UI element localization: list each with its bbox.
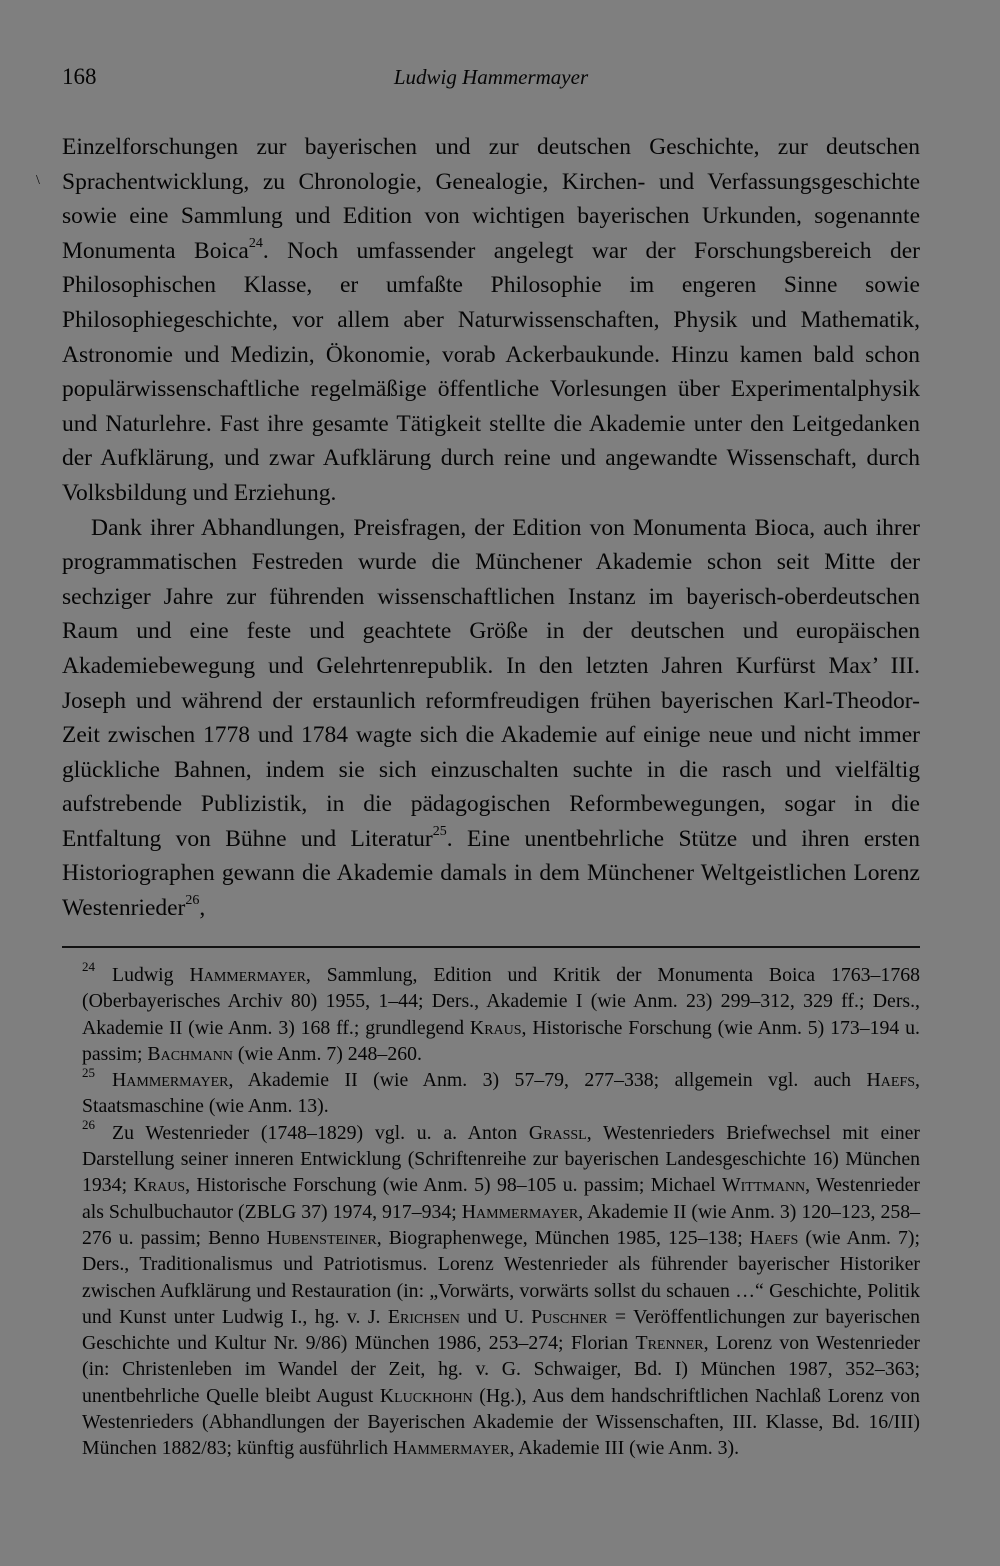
footnote-text: , Historische Forschung (wie Anm. 5) 173–194 u. passim; bbox=[82, 1016, 920, 1065]
paragraph-text: , bbox=[199, 895, 206, 922]
author-name: Wittmann bbox=[721, 1174, 806, 1197]
footnote-number: 25 bbox=[82, 1064, 95, 1080]
footnote-text: , Akademie II (wie Anm. 3) 120–123, 258–276 u. passim; Benno bbox=[82, 1200, 921, 1249]
author-name: Hammermayer bbox=[461, 1200, 579, 1223]
main-text bbox=[62, 130, 920, 926]
paragraph-2 bbox=[62, 511, 920, 926]
paragraph-text: . Noch umfassender angelegt war der Forschungsbereich der Philosophischen Klasse, er umfaßte Philosophie im engeren Sinne sowie Philosophiegeschichte, vor allem aber Naturwissenschaften, Physik und Mathematik, Astronomie und Medizin, Ökonomie, vorab Ackerbaukunde. Hinzu kamen bald schon populärwissenschaftliche regelmäßige öffentliche Vorlesungen über Experimentalphysik und Naturlehre. Fast ihre gesamte Tätigkeit stellte die Akademie unter den Leitgedanken der Aufklärung, und zwar Aufklärung durch reine und angewandte Wissenschaft, durch Volksbildung und Erziehung. bbox=[62, 237, 920, 506]
footnote-separator bbox=[62, 946, 920, 948]
footnote-25 bbox=[62, 1064, 920, 1120]
author-name: Kraus bbox=[469, 1016, 522, 1039]
footnote-text: , Lorenz von Westenrieder (in: Christenleben im Wandel der Zeit, hg. v. G. Schwaiger, Bd. I) München 1987, 352–363; unentbehrliche Quelle bleibt August bbox=[82, 1332, 920, 1407]
author-name: Puschner bbox=[531, 1305, 608, 1328]
footnote-24 bbox=[62, 959, 920, 1067]
running-title: Ludwig Hammermayer bbox=[393, 65, 589, 89]
paragraph-text: Dank ihrer Abhandlungen, Preisfragen, der Edition von Monumenta Bioca, auch ihrer programmatischen Festreden wurde die Münchener Akademie schon seit Mitte der sechziger Jahre zur führenden wissenschaftlichen Instanz im bayerisch-oberdeutschen Raum und eine feste und geachtete Größe in der deutschen und europäischen Akademiebewegung und Gelehrtenrepublik. In den letzten Jahren Kurfürst Max’ III. Joseph und während der erstaunlich reformfreudigen frühen bayerischen Karl-Theodor-Zeit zwischen 1778 und 1784 wagte sich die Akademie auf einige neue und nicht immer glückliche Bahnen, indem sie sich einzuschalten suchte in die rasch und vielfältig aufstrebende Publizistik, in die pädagogischen Reformbewegungen, sogar in die Entfaltung von Bühne und Literatur bbox=[62, 514, 920, 852]
author-name: Hammermayer bbox=[189, 964, 306, 986]
footnote-text: = Veröffentlichungen zur bayerischen Geschichte und Kultur Nr. 9/86) München 1986, 253–274; Florian bbox=[82, 1305, 921, 1355]
author-name: Hammermayer bbox=[112, 1069, 229, 1092]
footnote-text: und U. bbox=[459, 1305, 532, 1328]
author-name: Erichsen bbox=[387, 1305, 460, 1328]
footnote-text: (Hg.), Aus dem handschriftlichen Nachlaß Lorenz von Westenrieders (Abhandlungen der Bayerischen Akademie der Wissenschaften, III. Klasse, Bd. 16/III) München 1882/83; künftig ausführlich bbox=[82, 1384, 920, 1460]
author-name: Kluckhohn bbox=[379, 1384, 473, 1407]
page-header bbox=[62, 64, 920, 98]
author-name: Bachmann bbox=[147, 1042, 233, 1065]
footnote-text: (wie Anm. 7); Ders., Traditionalismus und Patriotismus. Lorenz Westenrieder als führender bayerischer Historiker zwischen Aufklärung und Restauration (in: „Vorwärts, vorwärts sollst du schauen …“ Geschichte, Politik und Kunst unter Ludwig I., hg. v. J. bbox=[82, 1226, 920, 1328]
page-number: 168 bbox=[62, 64, 97, 89]
footnote-text: , Biographenwege, München 1985, 125–138; bbox=[376, 1226, 750, 1249]
footnote-26 bbox=[62, 1117, 921, 1462]
footnote-text: , Akademie III (wie Anm. 3). bbox=[509, 1437, 740, 1460]
author-name: Hubensteiner bbox=[266, 1226, 377, 1249]
footnote-ref-26: 26 bbox=[185, 893, 200, 909]
footnote-text: Ludwig bbox=[112, 964, 190, 986]
author-name: Kraus bbox=[133, 1174, 186, 1197]
margin-mark: \ bbox=[36, 173, 40, 188]
footnote-text: , Westenrieders Briefwechsel mit einer Darstellung seiner inneren Entwicklung (Schriftenreihe zur bayerischen Landesgeschichte 16) München 1934; bbox=[82, 1121, 921, 1197]
footnote-number: 26 bbox=[82, 1117, 95, 1133]
footnote-text: Zu Westenrieder (1748–1829) vgl. u. a. Anton bbox=[112, 1121, 529, 1144]
paragraph-1 bbox=[62, 130, 920, 511]
footnote-text: , Historische Forschung (wie Anm. 5) 98–105 u. passim; Michael bbox=[185, 1174, 722, 1197]
author-name: Haefs bbox=[866, 1069, 916, 1092]
footnote-ref-25: 25 bbox=[432, 824, 447, 840]
footnote-number: 24 bbox=[82, 959, 95, 975]
footnote-text: , Staatsmaschine (wie Anm. 13). bbox=[82, 1069, 920, 1118]
footnote-text: , Westenrieder als Schulbuchautor (ZBLG 37) 1974, 917–934; bbox=[82, 1174, 920, 1223]
footnotes bbox=[62, 959, 921, 1462]
author-name: Grassl bbox=[528, 1121, 587, 1144]
footnote-text: , Sammlung, Edition und Kritik der Monumenta Boica 1763–1768 (Oberbayerisches Archiv 80) 1955, 1–44; Ders., Akademie I (wie Anm. 23) 299–312, 329 ff.; Ders., Akademie II (wie Anm. 3) 168 ff.; grundlegend bbox=[82, 964, 920, 1039]
author-name: Hammermayer bbox=[392, 1437, 510, 1460]
paragraph-text: Einzelforschungen zur bayerischen und zur deutschen Geschichte, zur deutschen Sprachentwicklung, zu Chronologie, Genealogie, Kirchen- und Verfassungsgeschichte sowie eine Sammlung und Edition von wichtigen bayerischen Urkunden, sogenannte Monumenta Boica bbox=[62, 134, 920, 264]
paragraph-text: . Eine unentbehrliche Stütze und ihren ersten Historiographen gewann die Akademie damals in dem Münchener Weltgeistlichen Lorenz Westenrieder bbox=[62, 825, 920, 922]
author-name: Trenner bbox=[635, 1332, 704, 1355]
footnote-text: , Akademie II (wie Anm. 3) 57–79, 277–338; allgemein vgl. auch bbox=[228, 1069, 867, 1092]
footnote-text: (wie Anm. 7) 248–260. bbox=[232, 1042, 422, 1065]
footnote-ref-24: 24 bbox=[248, 235, 263, 251]
author-name: Haefs bbox=[749, 1226, 799, 1249]
